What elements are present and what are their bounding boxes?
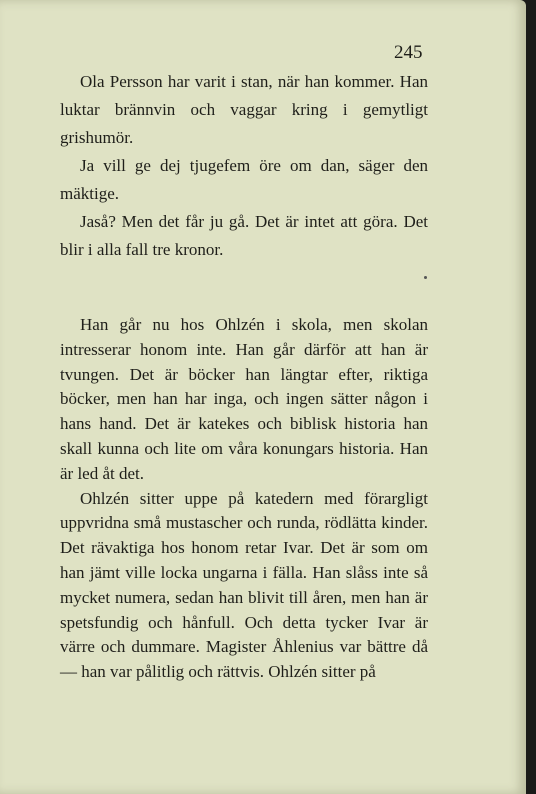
- paragraph: Jaså? Men det får ju gå. Det är intet att göra. Det blir i alla fall tre kronor.: [60, 212, 428, 259]
- page-number: 245: [394, 42, 423, 63]
- text-section-bottom: [60, 313, 428, 685]
- paragraph: Ja vill ge dej tjugefem öre om dan, säger den mäktige.: [60, 156, 428, 203]
- print-speck: [424, 276, 427, 279]
- paragraph: Ola Persson har varit i stan, när han kommer. Han luktar brännvin och vaggar kring i gemytligt grishumör.: [60, 72, 428, 147]
- paragraph: Han går nu hos Ohlzén i skola, men skolan intresserar honom inte. Han går därför att han är tvungen. Det är böcker han längtar efter, riktiga böcker, men han har inga, och ingen sätter någon i hans hand. Det är katekes och biblisk historia han skall kunna och lite om våra konungars historia. Han är led åt det.: [60, 315, 428, 483]
- paragraph: Ohlzén sitter uppe på katedern med förargligt uppvridna små mustascher och runda, rödlätta kinder. Det rävaktiga hos honom retar Ivar. Det är som om han jämt ville locka ungarna i fälla. Han slåss inte så mycket numera, sedan han blivit till åren, men han är spetsfundig och hånfull. Och detta tycker Ivar är värre och dummare. Magister Åhlenius var bättre då — han var pålitlig och rättvis. Ohlzén sitter på: [60, 488, 428, 682]
- text-section-top: [60, 68, 428, 264]
